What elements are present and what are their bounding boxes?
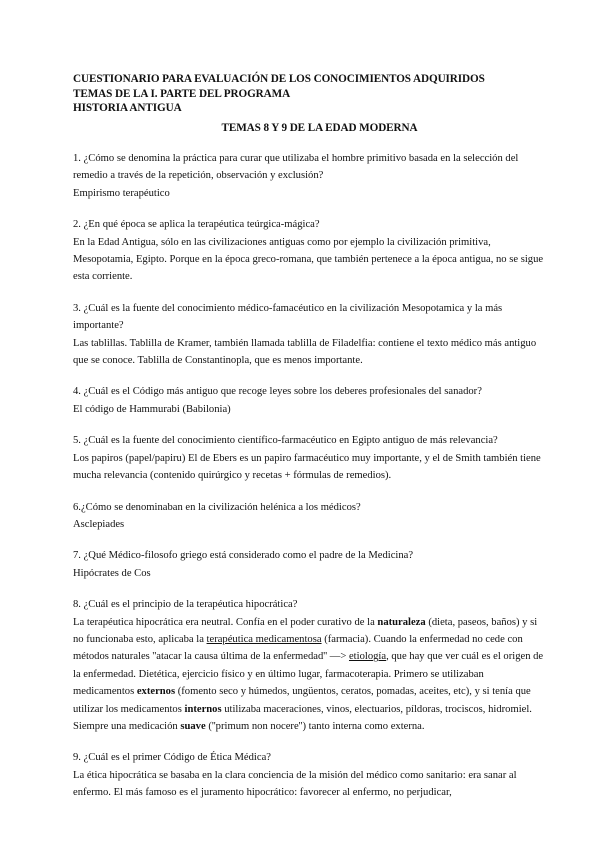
answer-emphasis-suave: suave (180, 720, 206, 732)
answer-text: Los papiros (papel/papiru) El de Ebers es un papiro farmacéutico muy importante, y el de Smith también tiene mucha relevancia (contenido quirúrgico y recetas + fórmulas de remedios). (73, 452, 541, 482)
answer-segment: utilizaba maceraciones, vinos, electuarios, píldoras, trociscos, hidromiel. Siempre una medicación (73, 703, 532, 732)
question-text: 8. ¿Cuál es el principio de la terapéutica hipocrática? (73, 599, 298, 611)
answer-segment: (''primum non nocere'') tanto interna como externa. (205, 720, 425, 732)
answer-text: Las tablillas. Tablilla de Kramer, también llamada tablilla de Filadelfia: contiene el texto médico más antiguo que se conoce. Tablilla de Constantinopla, que es menos importante. (73, 337, 537, 367)
answer-text (73, 614, 544, 736)
question-text: 4. ¿Cuál es el Código más antiguo que recoge leyes sobre los deberes profesionales del sanador? (73, 386, 482, 398)
question-block-2 (73, 216, 544, 286)
answer-emphasis-naturaleza: naturaleza (377, 616, 426, 628)
question-block-7 (73, 547, 544, 582)
question-block-3 (73, 300, 544, 370)
question-block-8 (73, 596, 544, 735)
question-text: 7. ¿Qué Médico-filosofo griego está considerado como el padre de la Medicina? (73, 550, 414, 562)
question-block-4 (73, 383, 544, 418)
question-text: 1. ¿Cómo se denomina la práctica para curar que utilizaba el hombre primitivo basada en la selección del remedio a través de la repetición, observación y exclusión? (73, 153, 519, 182)
answer-segment: (dieta, paseos, baños) y si no funcionaba esto, aplicaba la (73, 616, 538, 645)
header-subtitle: TEMAS DE LA I. PARTE DEL PROGRAMA (73, 87, 291, 100)
question-text: 9. ¿Cuál es el primer Código de Ética Médica? (73, 752, 271, 764)
answer-segment: , que hay que ver cuál es el origen de la enfermedad. Dietética, ejercicio físico y en último lugar, farmacoterapia. Primero se utilizaban medicamentos (73, 651, 544, 698)
header-subject: HISTORIA ANTIGUA (73, 102, 182, 114)
answer-segment: (fomento seco y húmedos, ungüentos, ceratos, pomadas, aceites, etc), y si tenía que utilizar los medicamentos (73, 686, 531, 715)
answer-text: El código de Hammurabi (Babilonia) (73, 403, 231, 415)
answer-text: La ética hipocrática se basaba en la clara conciencia de la misión del médico como sanitario: era sanar al enfermo. El más famoso es el juramento hipocrático: favorecer al enfermo, no perjudicar, (73, 769, 517, 799)
answer-text: En la Edad Antigua, sólo en las civilizaciones antiguas como por ejemplo la civilización primitiva, Mesopotamia, Egipto. Porque en la época greco-romana, que también pertenece a la época antigua, no se sigue esta corriente. (73, 236, 544, 283)
answer-underline-terapeutica: terapéutica medicamentosa (206, 633, 322, 645)
header-topics: TEMAS 8 Y 9 DE LA EDAD MODERNA (221, 121, 418, 134)
document-header (73, 72, 544, 135)
question-text: 5. ¿Cuál es la fuente del conocimiento científico-farmacéutico en Egipto antiguo de más relevancia? (73, 435, 498, 447)
answer-underline-etiologia: etiología (348, 651, 387, 663)
answer-emphasis-internos: internos (184, 703, 222, 715)
answer-text: Hipócrates de Cos (73, 567, 151, 579)
answer-text: Empirismo terapéutico (73, 187, 170, 199)
answer-text: Asclepiades (73, 518, 125, 530)
question-block-6 (73, 499, 544, 534)
answer-emphasis-externos: externos (136, 686, 176, 698)
answer-segment: (farmacia). Cuando la enfermedad no cede con métodos naturales ''atacar la causa última de la enfermedad'' —> (73, 633, 523, 663)
answer-segment: La terapéutica hipocrática era neutral. Confía en el poder curativo de la (73, 616, 378, 628)
question-block-9 (73, 749, 544, 801)
question-block-1 (73, 150, 544, 202)
question-block-5 (73, 432, 544, 484)
header-title: CUESTIONARIO PARA EVALUACIÓN DE LOS CONOCIMIENTOS ADQUIRIDOS (73, 73, 485, 85)
question-text: 6.¿Cómo se denominaban en la civilización helénica a los médicos? (73, 501, 361, 513)
question-text: 2. ¿En qué época se aplica la terapéutica teúrgica-mágica? (73, 219, 320, 231)
question-text: 3. ¿Cuál es la fuente del conocimiento médico-famacéutico en la civilización Mesopotamica y la más importante? (73, 302, 503, 332)
